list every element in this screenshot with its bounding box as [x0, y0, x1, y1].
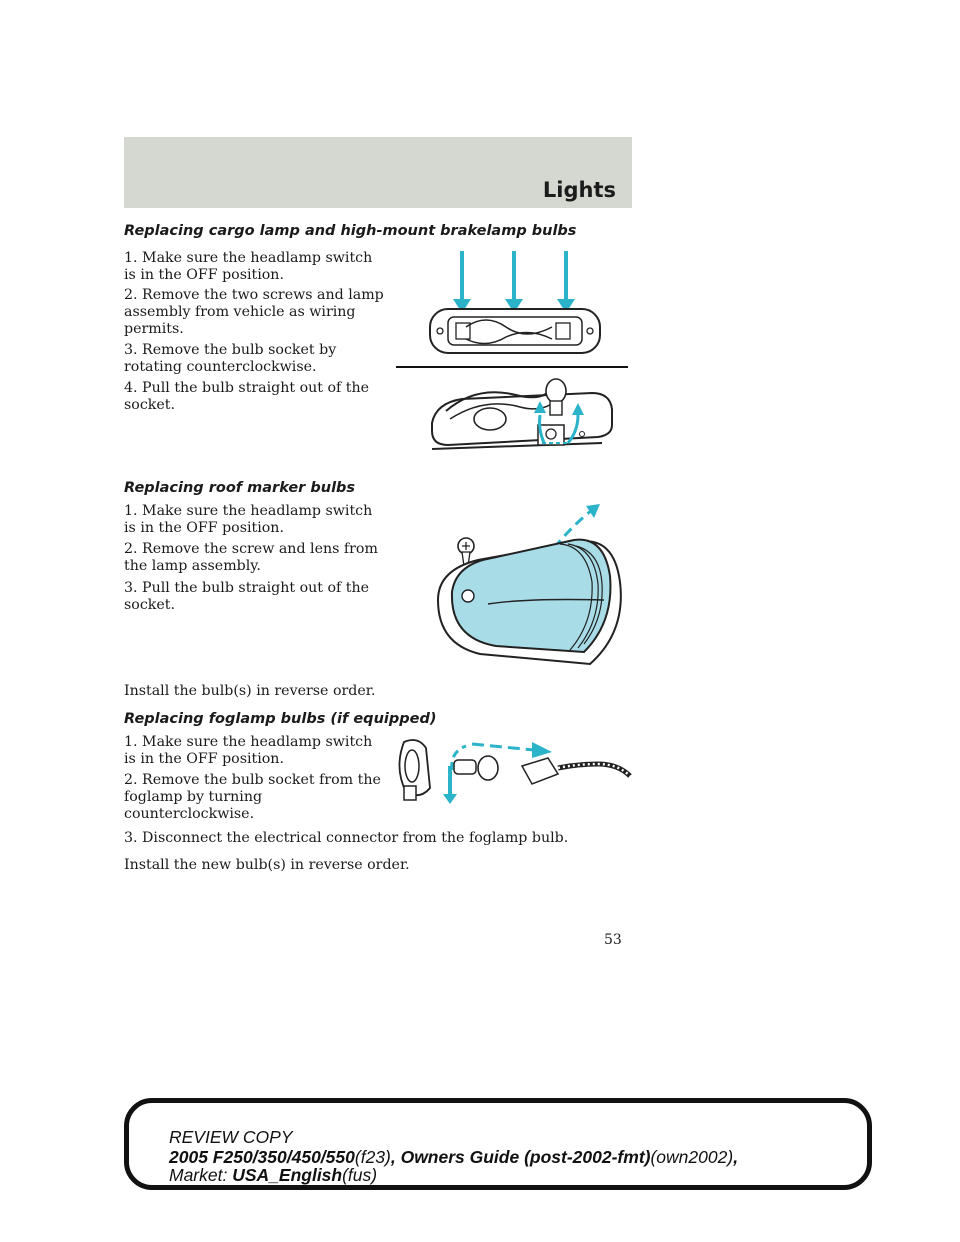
roof-step-1: 1. Make sure the headlamp switch is in the OFF position. — [124, 503, 373, 536]
roof-marker-illustration — [428, 500, 634, 670]
footer-model: 2005 F250/350/450/550 — [169, 1147, 355, 1167]
cargo-step-2: 2. Remove the two screws and lamp assembly from vehicle as wiring permits. — [124, 287, 384, 337]
footer-market-code: (fus) — [342, 1165, 378, 1185]
footer-model-code: (f23) — [354, 1147, 391, 1167]
section-header-band — [124, 137, 632, 208]
foglamp-illustration — [390, 726, 636, 806]
footer-market-value: USA_English — [232, 1165, 343, 1185]
footer-market-line — [169, 1165, 377, 1186]
roof-step-2: 2. Remove the screw and lens from the lamp assembly. — [124, 541, 378, 574]
fog-install-note: Install the new bulb(s) in reverse order. — [124, 857, 410, 873]
fog-step-3: 3. Disconnect the electrical connector from the foglamp bulb. — [124, 830, 569, 846]
cargo-heading: Replacing cargo lamp and high-mount brakelamp bulbs — [124, 223, 577, 239]
arrow-down-icon — [453, 251, 575, 313]
footer-guide-name: , Owners Guide (post-2002-fmt) — [390, 1147, 651, 1167]
fog-step-2: 2. Remove the bulb socket from the foglamp by turning counterclockwise. — [124, 772, 381, 822]
cargo-step-4: 4. Pull the bulb straight out of the socket. — [124, 380, 370, 413]
review-copy-footer — [124, 1098, 872, 1190]
footer-guide-code: (own2002) — [650, 1147, 734, 1167]
page-number: 53 — [604, 932, 622, 948]
roof-step-3: 3. Pull the bulb straight out of the socket. — [124, 580, 370, 613]
footer-review-copy: REVIEW COPY — [169, 1127, 293, 1147]
fog-step-1: 1. Make sure the headlamp switch is in the OFF position. — [124, 734, 373, 767]
fog-heading: Replacing foglamp bulbs (if equipped) — [124, 711, 437, 727]
section-title: Lights — [542, 178, 616, 202]
footer-market-label: Market: — [169, 1165, 233, 1185]
roof-install-note: Install the bulb(s) in reverse order. — [124, 683, 376, 699]
cargo-step-3: 3. Remove the bulb socket by rotating counterclockwise. — [124, 342, 337, 375]
roof-heading: Replacing roof marker bulbs — [124, 480, 356, 496]
cargo-step-1: 1. Make sure the headlamp switch is in the OFF position. — [124, 250, 373, 283]
cargo-lamp-illustration — [396, 243, 632, 465]
footer-comma: , — [733, 1147, 739, 1167]
